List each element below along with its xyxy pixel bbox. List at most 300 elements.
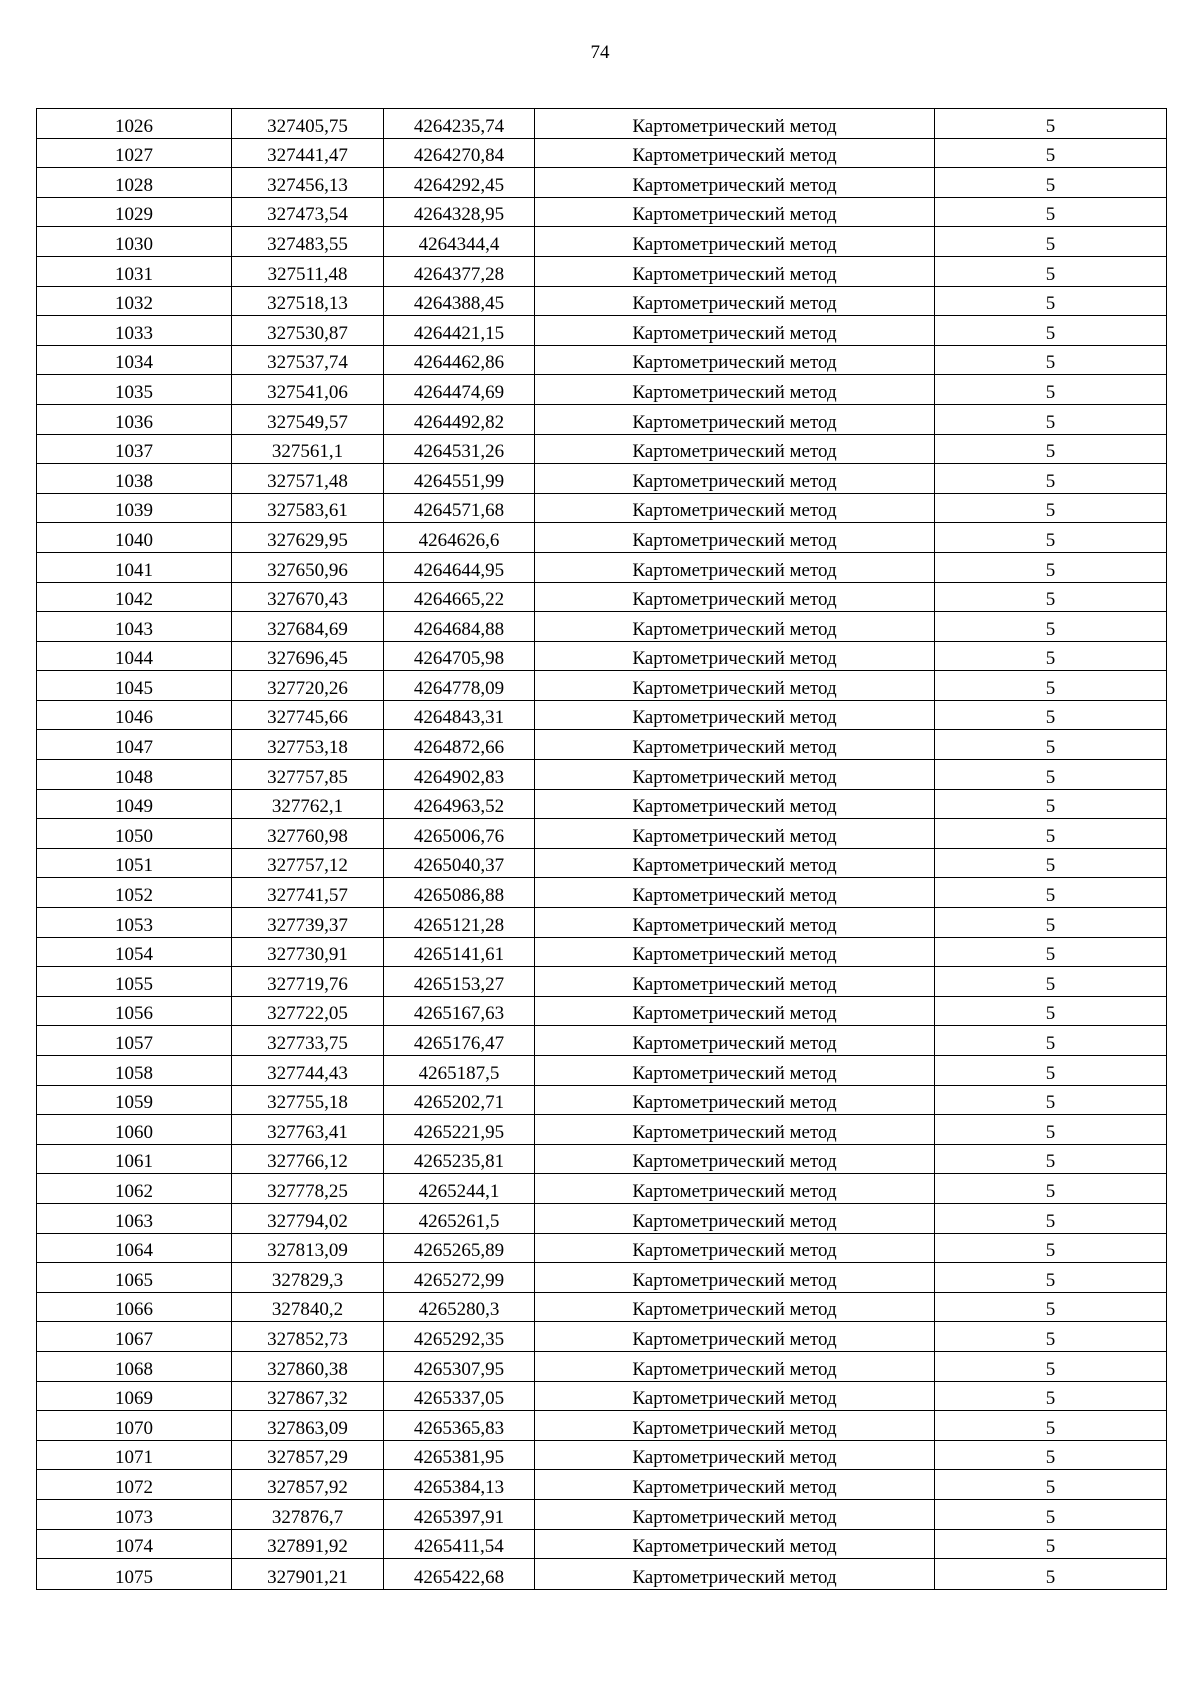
x-coordinate-cell: 327867,32 <box>232 1381 384 1411</box>
method-cell: Картометрический метод <box>535 1026 935 1056</box>
x-coordinate-cell: 327745,66 <box>232 700 384 730</box>
x-coordinate-cell: 327757,85 <box>232 760 384 790</box>
x-coordinate-cell: 327739,37 <box>232 908 384 938</box>
accuracy-cell: 5 <box>935 760 1167 790</box>
table-row <box>37 1233 1167 1263</box>
accuracy-cell: 5 <box>935 582 1167 612</box>
accuracy-cell: 5 <box>935 1085 1167 1115</box>
point-number-cell: 1048 <box>37 760 232 790</box>
point-number-cell: 1059 <box>37 1085 232 1115</box>
y-coordinate-cell: 4264902,83 <box>384 760 535 790</box>
accuracy-cell: 5 <box>935 1174 1167 1204</box>
x-coordinate-cell: 327778,25 <box>232 1174 384 1204</box>
accuracy-cell: 5 <box>935 286 1167 316</box>
point-number-cell: 1051 <box>37 848 232 878</box>
y-coordinate-cell: 4264474,69 <box>384 375 535 405</box>
method-cell: Картометрический метод <box>535 789 935 819</box>
table-row <box>37 138 1167 168</box>
table-row <box>37 582 1167 612</box>
table-row <box>37 552 1167 582</box>
table-row <box>37 1026 1167 1056</box>
method-cell: Картометрический метод <box>535 612 935 642</box>
method-cell: Картометрический метод <box>535 523 935 553</box>
accuracy-cell: 5 <box>935 878 1167 908</box>
method-cell: Картометрический метод <box>535 1144 935 1174</box>
table-row <box>37 1351 1167 1381</box>
y-coordinate-cell: 4265337,05 <box>384 1381 535 1411</box>
accuracy-cell: 5 <box>935 996 1167 1026</box>
point-number-cell: 1043 <box>37 612 232 642</box>
point-number-cell: 1050 <box>37 819 232 849</box>
x-coordinate-cell: 327549,57 <box>232 404 384 434</box>
method-cell: Картометрический метод <box>535 316 935 346</box>
y-coordinate-cell: 4264344,4 <box>384 227 535 257</box>
accuracy-cell: 5 <box>935 730 1167 760</box>
point-number-cell: 1042 <box>37 582 232 612</box>
y-coordinate-cell: 4265006,76 <box>384 819 535 849</box>
y-coordinate-cell: 4265411,54 <box>384 1529 535 1559</box>
y-coordinate-cell: 4265235,81 <box>384 1144 535 1174</box>
method-cell: Картометрический метод <box>535 168 935 198</box>
y-coordinate-cell: 4264551,99 <box>384 464 535 494</box>
y-coordinate-cell: 4264778,09 <box>384 671 535 701</box>
y-coordinate-cell: 4265141,61 <box>384 937 535 967</box>
y-coordinate-cell: 4265397,91 <box>384 1499 535 1529</box>
y-coordinate-cell: 4265292,35 <box>384 1322 535 1352</box>
point-number-cell: 1075 <box>37 1559 232 1590</box>
method-cell: Картометрический метод <box>535 1292 935 1322</box>
table-row <box>37 878 1167 908</box>
accuracy-cell: 5 <box>935 1115 1167 1145</box>
y-coordinate-cell: 4264531,26 <box>384 434 535 464</box>
method-cell: Картометрический метод <box>535 404 935 434</box>
y-coordinate-cell: 4264705,98 <box>384 641 535 671</box>
table-row <box>37 523 1167 553</box>
table-row <box>37 996 1167 1026</box>
point-number-cell: 1034 <box>37 345 232 375</box>
table-row <box>37 1292 1167 1322</box>
y-coordinate-cell: 4265187,5 <box>384 1056 535 1086</box>
table-row <box>37 612 1167 642</box>
accuracy-cell: 5 <box>935 138 1167 168</box>
accuracy-cell: 5 <box>935 227 1167 257</box>
point-number-cell: 1067 <box>37 1322 232 1352</box>
x-coordinate-cell: 327441,47 <box>232 138 384 168</box>
table-row <box>37 819 1167 849</box>
point-number-cell: 1070 <box>37 1411 232 1441</box>
y-coordinate-cell: 4264492,82 <box>384 404 535 434</box>
x-coordinate-cell: 327483,55 <box>232 227 384 257</box>
x-coordinate-cell: 327852,73 <box>232 1322 384 1352</box>
y-coordinate-cell: 4264684,88 <box>384 612 535 642</box>
point-number-cell: 1047 <box>37 730 232 760</box>
table-row <box>37 434 1167 464</box>
x-coordinate-cell: 327629,95 <box>232 523 384 553</box>
x-coordinate-cell: 327719,76 <box>232 967 384 997</box>
table-row <box>37 908 1167 938</box>
y-coordinate-cell: 4264328,95 <box>384 197 535 227</box>
method-cell: Картометрический метод <box>535 1085 935 1115</box>
method-cell: Картометрический метод <box>535 256 935 286</box>
point-number-cell: 1038 <box>37 464 232 494</box>
accuracy-cell: 5 <box>935 1026 1167 1056</box>
point-number-cell: 1066 <box>37 1292 232 1322</box>
point-number-cell: 1063 <box>37 1203 232 1233</box>
y-coordinate-cell: 4265280,3 <box>384 1292 535 1322</box>
x-coordinate-cell: 327753,18 <box>232 730 384 760</box>
method-cell: Картометрический метод <box>535 493 935 523</box>
point-number-cell: 1074 <box>37 1529 232 1559</box>
point-number-cell: 1037 <box>37 434 232 464</box>
point-number-cell: 1031 <box>37 256 232 286</box>
page-number: 74 <box>590 42 610 63</box>
method-cell: Картометрический метод <box>535 878 935 908</box>
point-number-cell: 1041 <box>37 552 232 582</box>
method-cell: Картометрический метод <box>535 908 935 938</box>
accuracy-cell: 5 <box>935 464 1167 494</box>
method-cell: Картометрический метод <box>535 1529 935 1559</box>
table-row <box>37 1085 1167 1115</box>
method-cell: Картометрический метод <box>535 1470 935 1500</box>
accuracy-cell: 5 <box>935 1203 1167 1233</box>
table-row <box>37 1263 1167 1293</box>
point-number-cell: 1061 <box>37 1144 232 1174</box>
method-cell: Картометрический метод <box>535 1411 935 1441</box>
x-coordinate-cell: 327541,06 <box>232 375 384 405</box>
point-number-cell: 1044 <box>37 641 232 671</box>
method-cell: Картометрический метод <box>535 937 935 967</box>
coordinates-table-body <box>37 109 1167 1590</box>
table-row <box>37 1174 1167 1204</box>
table-row <box>37 168 1167 198</box>
x-coordinate-cell: 327857,92 <box>232 1470 384 1500</box>
table-row <box>37 1056 1167 1086</box>
x-coordinate-cell: 327511,48 <box>232 256 384 286</box>
table-row <box>37 1440 1167 1470</box>
table-row <box>37 1470 1167 1500</box>
table-row <box>37 1381 1167 1411</box>
y-coordinate-cell: 4264843,31 <box>384 700 535 730</box>
method-cell: Картометрический метод <box>535 1351 935 1381</box>
point-number-cell: 1039 <box>37 493 232 523</box>
y-coordinate-cell: 4264235,74 <box>384 109 535 139</box>
y-coordinate-cell: 4264963,52 <box>384 789 535 819</box>
table-row <box>37 227 1167 257</box>
point-number-cell: 1033 <box>37 316 232 346</box>
table-row <box>37 671 1167 701</box>
x-coordinate-cell: 327860,38 <box>232 1351 384 1381</box>
x-coordinate-cell: 327720,26 <box>232 671 384 701</box>
accuracy-cell: 5 <box>935 1559 1167 1590</box>
table-row <box>37 760 1167 790</box>
method-cell: Картометрический метод <box>535 760 935 790</box>
accuracy-cell: 5 <box>935 345 1167 375</box>
table-row <box>37 848 1167 878</box>
accuracy-cell: 5 <box>935 404 1167 434</box>
accuracy-cell: 5 <box>935 1144 1167 1174</box>
y-coordinate-cell: 4265167,63 <box>384 996 535 1026</box>
point-number-cell: 1032 <box>37 286 232 316</box>
method-cell: Картометрический метод <box>535 1263 935 1293</box>
method-cell: Картометрический метод <box>535 375 935 405</box>
x-coordinate-cell: 327760,98 <box>232 819 384 849</box>
table-row <box>37 1115 1167 1145</box>
y-coordinate-cell: 4265381,95 <box>384 1440 535 1470</box>
accuracy-cell: 5 <box>935 1381 1167 1411</box>
x-coordinate-cell: 327733,75 <box>232 1026 384 1056</box>
y-coordinate-cell: 4265244,1 <box>384 1174 535 1204</box>
point-number-cell: 1054 <box>37 937 232 967</box>
x-coordinate-cell: 327561,1 <box>232 434 384 464</box>
method-cell: Картометрический метод <box>535 1174 935 1204</box>
accuracy-cell: 5 <box>935 523 1167 553</box>
table-row <box>37 197 1167 227</box>
table-row <box>37 256 1167 286</box>
accuracy-cell: 5 <box>935 967 1167 997</box>
method-cell: Картометрический метод <box>535 286 935 316</box>
point-number-cell: 1069 <box>37 1381 232 1411</box>
accuracy-cell: 5 <box>935 1351 1167 1381</box>
point-number-cell: 1055 <box>37 967 232 997</box>
y-coordinate-cell: 4265176,47 <box>384 1026 535 1056</box>
y-coordinate-cell: 4265265,89 <box>384 1233 535 1263</box>
table-row <box>37 464 1167 494</box>
point-number-cell: 1027 <box>37 138 232 168</box>
point-number-cell: 1052 <box>37 878 232 908</box>
y-coordinate-cell: 4264626,6 <box>384 523 535 553</box>
x-coordinate-cell: 327863,09 <box>232 1411 384 1441</box>
method-cell: Картометрический метод <box>535 464 935 494</box>
y-coordinate-cell: 4265365,83 <box>384 1411 535 1441</box>
table-row <box>37 1499 1167 1529</box>
method-cell: Картометрический метод <box>535 967 935 997</box>
y-coordinate-cell: 4264571,68 <box>384 493 535 523</box>
x-coordinate-cell: 327583,61 <box>232 493 384 523</box>
point-number-cell: 1064 <box>37 1233 232 1263</box>
point-number-cell: 1026 <box>37 109 232 139</box>
table-row <box>37 641 1167 671</box>
point-number-cell: 1046 <box>37 700 232 730</box>
method-cell: Картометрический метод <box>535 109 935 139</box>
point-number-cell: 1058 <box>37 1056 232 1086</box>
accuracy-cell: 5 <box>935 1233 1167 1263</box>
table-row <box>37 316 1167 346</box>
point-number-cell: 1057 <box>37 1026 232 1056</box>
accuracy-cell: 5 <box>935 316 1167 346</box>
y-coordinate-cell: 4264644,95 <box>384 552 535 582</box>
accuracy-cell: 5 <box>935 700 1167 730</box>
accuracy-cell: 5 <box>935 168 1167 198</box>
table-row <box>37 1559 1167 1590</box>
table-row <box>37 109 1167 139</box>
point-number-cell: 1073 <box>37 1499 232 1529</box>
point-number-cell: 1040 <box>37 523 232 553</box>
accuracy-cell: 5 <box>935 671 1167 701</box>
x-coordinate-cell: 327518,13 <box>232 286 384 316</box>
x-coordinate-cell: 327696,45 <box>232 641 384 671</box>
table-row <box>37 1529 1167 1559</box>
y-coordinate-cell: 4265153,27 <box>384 967 535 997</box>
accuracy-cell: 5 <box>935 1470 1167 1500</box>
table-row <box>37 404 1167 434</box>
x-coordinate-cell: 327829,3 <box>232 1263 384 1293</box>
method-cell: Картометрический метод <box>535 138 935 168</box>
y-coordinate-cell: 4265202,71 <box>384 1085 535 1115</box>
table-row <box>37 286 1167 316</box>
point-number-cell: 1028 <box>37 168 232 198</box>
x-coordinate-cell: 327730,91 <box>232 937 384 967</box>
y-coordinate-cell: 4264377,28 <box>384 256 535 286</box>
accuracy-cell: 5 <box>935 1322 1167 1352</box>
x-coordinate-cell: 327741,57 <box>232 878 384 908</box>
table-row <box>37 700 1167 730</box>
table-row <box>37 730 1167 760</box>
accuracy-cell: 5 <box>935 1411 1167 1441</box>
x-coordinate-cell: 327456,13 <box>232 168 384 198</box>
accuracy-cell: 5 <box>935 1056 1167 1086</box>
point-number-cell: 1065 <box>37 1263 232 1293</box>
method-cell: Картометрический метод <box>535 582 935 612</box>
method-cell: Картометрический метод <box>535 197 935 227</box>
x-coordinate-cell: 327571,48 <box>232 464 384 494</box>
x-coordinate-cell: 327891,92 <box>232 1529 384 1559</box>
x-coordinate-cell: 327755,18 <box>232 1085 384 1115</box>
accuracy-cell: 5 <box>935 109 1167 139</box>
x-coordinate-cell: 327537,74 <box>232 345 384 375</box>
accuracy-cell: 5 <box>935 1440 1167 1470</box>
point-number-cell: 1036 <box>37 404 232 434</box>
accuracy-cell: 5 <box>935 375 1167 405</box>
y-coordinate-cell: 4265422,68 <box>384 1559 535 1590</box>
accuracy-cell: 5 <box>935 937 1167 967</box>
method-cell: Картометрический метод <box>535 1056 935 1086</box>
x-coordinate-cell: 327684,69 <box>232 612 384 642</box>
x-coordinate-cell: 327840,2 <box>232 1292 384 1322</box>
x-coordinate-cell: 327744,43 <box>232 1056 384 1086</box>
method-cell: Картометрический метод <box>535 996 935 1026</box>
y-coordinate-cell: 4264270,84 <box>384 138 535 168</box>
method-cell: Картометрический метод <box>535 1203 935 1233</box>
table-row <box>37 1144 1167 1174</box>
y-coordinate-cell: 4265221,95 <box>384 1115 535 1145</box>
x-coordinate-cell: 327763,41 <box>232 1115 384 1145</box>
method-cell: Картометрический метод <box>535 671 935 701</box>
method-cell: Картометрический метод <box>535 1440 935 1470</box>
accuracy-cell: 5 <box>935 1529 1167 1559</box>
x-coordinate-cell: 327901,21 <box>232 1559 384 1590</box>
x-coordinate-cell: 327876,7 <box>232 1499 384 1529</box>
y-coordinate-cell: 4265261,5 <box>384 1203 535 1233</box>
accuracy-cell: 5 <box>935 552 1167 582</box>
table-row <box>37 493 1167 523</box>
method-cell: Картометрический метод <box>535 1499 935 1529</box>
y-coordinate-cell: 4264421,15 <box>384 316 535 346</box>
method-cell: Картометрический метод <box>535 552 935 582</box>
x-coordinate-cell: 327650,96 <box>232 552 384 582</box>
y-coordinate-cell: 4265121,28 <box>384 908 535 938</box>
method-cell: Картометрический метод <box>535 1115 935 1145</box>
table-row <box>37 1203 1167 1233</box>
method-cell: Картометрический метод <box>535 700 935 730</box>
point-number-cell: 1060 <box>37 1115 232 1145</box>
y-coordinate-cell: 4264292,45 <box>384 168 535 198</box>
point-number-cell: 1068 <box>37 1351 232 1381</box>
method-cell: Картометрический метод <box>535 345 935 375</box>
method-cell: Картометрический метод <box>535 848 935 878</box>
point-number-cell: 1029 <box>37 197 232 227</box>
method-cell: Картометрический метод <box>535 641 935 671</box>
table-row <box>37 1411 1167 1441</box>
point-number-cell: 1056 <box>37 996 232 1026</box>
x-coordinate-cell: 327766,12 <box>232 1144 384 1174</box>
accuracy-cell: 5 <box>935 197 1167 227</box>
coordinates-table <box>36 108 1167 1590</box>
point-number-cell: 1072 <box>37 1470 232 1500</box>
y-coordinate-cell: 4265307,95 <box>384 1351 535 1381</box>
point-number-cell: 1053 <box>37 908 232 938</box>
x-coordinate-cell: 327670,43 <box>232 582 384 612</box>
x-coordinate-cell: 327794,02 <box>232 1203 384 1233</box>
accuracy-cell: 5 <box>935 908 1167 938</box>
table-row <box>37 1322 1167 1352</box>
table-row <box>37 967 1167 997</box>
x-coordinate-cell: 327722,05 <box>232 996 384 1026</box>
accuracy-cell: 5 <box>935 789 1167 819</box>
point-number-cell: 1035 <box>37 375 232 405</box>
accuracy-cell: 5 <box>935 848 1167 878</box>
table-row <box>37 345 1167 375</box>
accuracy-cell: 5 <box>935 1499 1167 1529</box>
x-coordinate-cell: 327857,29 <box>232 1440 384 1470</box>
x-coordinate-cell: 327813,09 <box>232 1233 384 1263</box>
x-coordinate-cell: 327405,75 <box>232 109 384 139</box>
y-coordinate-cell: 4265384,13 <box>384 1470 535 1500</box>
point-number-cell: 1071 <box>37 1440 232 1470</box>
table-row <box>37 937 1167 967</box>
method-cell: Картометрический метод <box>535 1322 935 1352</box>
accuracy-cell: 5 <box>935 819 1167 849</box>
y-coordinate-cell: 4264388,45 <box>384 286 535 316</box>
method-cell: Картометрический метод <box>535 1233 935 1263</box>
y-coordinate-cell: 4265086,88 <box>384 878 535 908</box>
y-coordinate-cell: 4264462,86 <box>384 345 535 375</box>
table-row <box>37 789 1167 819</box>
point-number-cell: 1030 <box>37 227 232 257</box>
method-cell: Картометрический метод <box>535 1559 935 1590</box>
y-coordinate-cell: 4265272,99 <box>384 1263 535 1293</box>
method-cell: Картометрический метод <box>535 730 935 760</box>
x-coordinate-cell: 327757,12 <box>232 848 384 878</box>
x-coordinate-cell: 327530,87 <box>232 316 384 346</box>
point-number-cell: 1049 <box>37 789 232 819</box>
x-coordinate-cell: 327762,1 <box>232 789 384 819</box>
y-coordinate-cell: 4265040,37 <box>384 848 535 878</box>
accuracy-cell: 5 <box>935 256 1167 286</box>
method-cell: Картометрический метод <box>535 434 935 464</box>
method-cell: Картометрический метод <box>535 819 935 849</box>
point-number-cell: 1045 <box>37 671 232 701</box>
accuracy-cell: 5 <box>935 612 1167 642</box>
method-cell: Картометрический метод <box>535 227 935 257</box>
table-row <box>37 375 1167 405</box>
accuracy-cell: 5 <box>935 1263 1167 1293</box>
method-cell: Картометрический метод <box>535 1381 935 1411</box>
y-coordinate-cell: 4264872,66 <box>384 730 535 760</box>
y-coordinate-cell: 4264665,22 <box>384 582 535 612</box>
accuracy-cell: 5 <box>935 434 1167 464</box>
x-coordinate-cell: 327473,54 <box>232 197 384 227</box>
accuracy-cell: 5 <box>935 1292 1167 1322</box>
